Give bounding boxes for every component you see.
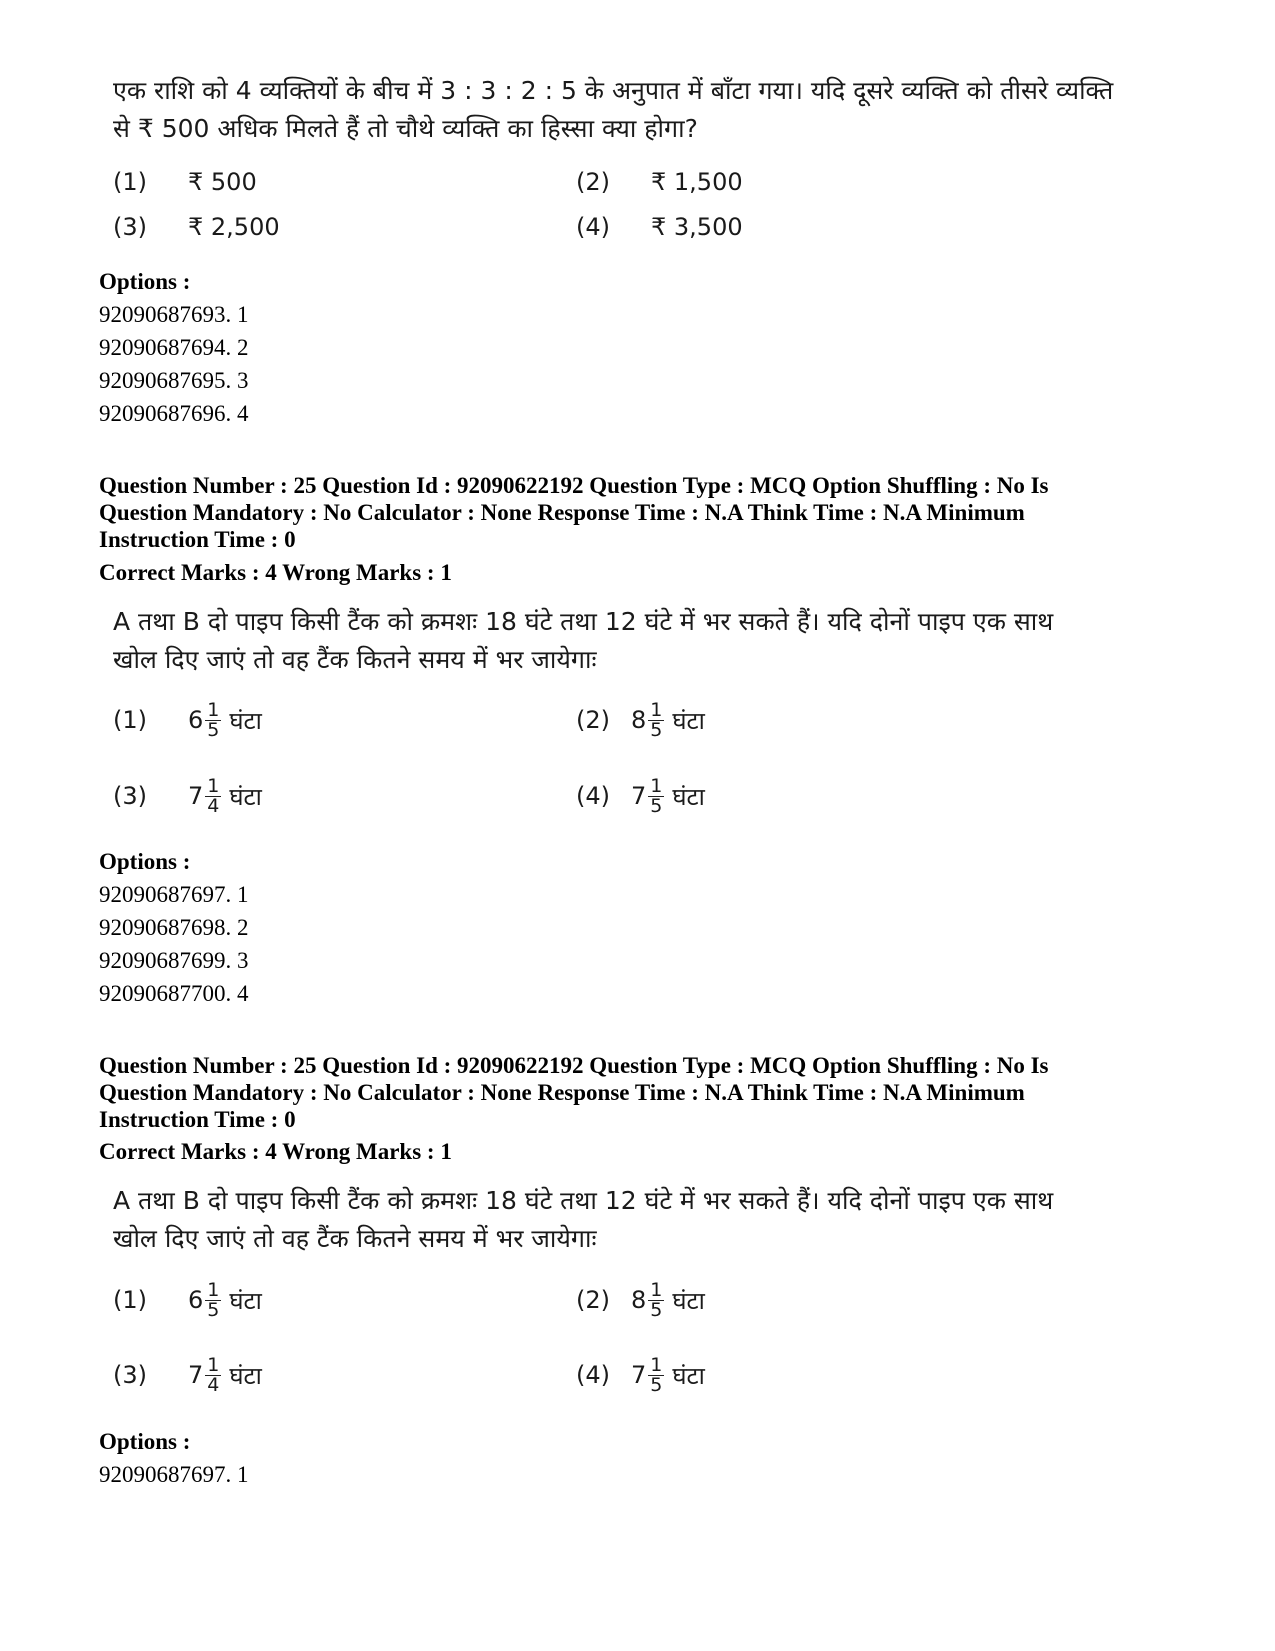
- fraction-whole: 8: [631, 706, 647, 734]
- option-value: [188, 774, 262, 817]
- fraction-whole: 8: [631, 1286, 647, 1314]
- option-item: [113, 197, 280, 257]
- question-options: [113, 1270, 1113, 1420]
- option-unit: घंटा: [229, 1361, 262, 1390]
- options-list: [99, 265, 499, 430]
- question-meta: [99, 472, 1179, 553]
- options-header: Options :: [99, 1429, 191, 1454]
- fraction-denominator: 5: [207, 718, 220, 741]
- option-number: (4): [576, 213, 610, 241]
- fraction-denominator: 4: [207, 1373, 220, 1396]
- question-meta-line: Question Number : 25 Question Id : 92090622192 Question Type : MCQ Option Shuffling : No Is: [99, 473, 1049, 498]
- fraction-numerator: 1: [650, 1353, 663, 1376]
- question-text-line: A तथा B दो पाइप किसी टैंक को क्रमशः 18 घंटे तथा 12 घंटे में भर सकते हैं। यदि दोनों पाइप एक साथ: [113, 1186, 1054, 1215]
- question-text-line: से ₹ 500 अधिक मिलते हैं तो चौथे व्यक्ति का हिस्सा क्या होगा?: [113, 114, 698, 143]
- option-value: ₹ 3,500: [651, 213, 743, 241]
- option-id: 92090687700. 4: [99, 981, 249, 1006]
- question-meta-line: Question Mandatory : No Calculator : None Response Time : N.A Think Time : N.A Minimum: [99, 1080, 1025, 1105]
- option-value: [188, 1278, 262, 1321]
- option-id: 92090687696. 4: [99, 401, 249, 426]
- fraction-numerator: 1: [207, 1353, 220, 1376]
- question-text-line: खोल दिए जाएं तो वह टैंक कितने समय में भर जायेगाः: [113, 1224, 597, 1253]
- question-text-line: एक राशि को 4 व्यक्तियों के बीच में 3 : 3 : 2 : 5 के अनुपात में बाँटा गया। यदि दूसरे व्यक्ति को तीसरे व्यक्ति: [113, 76, 1114, 105]
- fraction: [205, 1278, 221, 1321]
- option-value: ₹ 500: [188, 168, 257, 196]
- fraction-denominator: 5: [207, 1298, 220, 1321]
- question-meta: [99, 1052, 1179, 1133]
- fraction-denominator: 5: [650, 794, 663, 817]
- option-unit: घंटा: [672, 1286, 705, 1315]
- fraction-numerator: 1: [650, 774, 663, 797]
- option-unit: घंटा: [229, 706, 262, 735]
- fraction-numerator: 1: [207, 698, 220, 721]
- option-number: (3): [113, 782, 147, 810]
- option-item: [113, 690, 262, 750]
- question-options: [113, 152, 1113, 252]
- question-text-line: खोल दिए जाएं तो वह टैंक कितने समय में भर जायेगाः: [113, 645, 597, 674]
- option-item: [576, 766, 705, 826]
- fraction-whole: 6: [188, 706, 204, 734]
- question-text: [113, 1182, 1143, 1258]
- fraction-denominator: 4: [207, 794, 220, 817]
- fraction-whole: 7: [188, 782, 204, 810]
- option-item: [113, 766, 262, 826]
- question-text: [113, 603, 1143, 679]
- option-item: [576, 197, 743, 257]
- option-unit: घंटा: [229, 782, 262, 811]
- option-value: [631, 1278, 705, 1321]
- question-text: [113, 72, 1143, 148]
- option-item: [113, 1270, 262, 1330]
- option-id: 92090687694. 2: [99, 335, 249, 360]
- option-id: 92090687698. 2: [99, 915, 249, 940]
- fraction: [648, 774, 664, 817]
- option-item: [576, 690, 705, 750]
- option-value: [188, 698, 262, 741]
- question-options: [113, 690, 1113, 840]
- option-value: [631, 698, 705, 741]
- option-number: (2): [576, 168, 610, 196]
- option-unit: घंटा: [229, 1286, 262, 1315]
- option-value: [631, 1353, 705, 1396]
- option-value: [631, 774, 705, 817]
- fraction-denominator: 5: [650, 718, 663, 741]
- option-number: (1): [113, 168, 147, 196]
- options-list: [99, 845, 499, 1010]
- fraction-numerator: 1: [650, 1278, 663, 1301]
- question-meta-line: Instruction Time : 0: [99, 1107, 296, 1132]
- question-meta-line: Instruction Time : 0: [99, 527, 296, 552]
- option-id: 92090687695. 3: [99, 368, 249, 393]
- question-marks: Correct Marks : 4 Wrong Marks : 1: [99, 560, 452, 585]
- option-unit: घंटा: [672, 1361, 705, 1390]
- option-item: [113, 1345, 262, 1405]
- fraction: [205, 1353, 221, 1396]
- fraction: [205, 774, 221, 817]
- question-meta-line: Question Mandatory : No Calculator : None Response Time : N.A Think Time : N.A Minimum: [99, 500, 1025, 525]
- option-number: (1): [113, 1286, 147, 1314]
- option-number: (2): [576, 706, 610, 734]
- options-list: [99, 1425, 499, 1491]
- option-number: (4): [576, 782, 610, 810]
- question-meta-line: Question Number : 25 Question Id : 92090622192 Question Type : MCQ Option Shuffling : No Is: [99, 1053, 1049, 1078]
- option-id: 92090687697. 1: [99, 882, 249, 907]
- fraction-whole: 6: [188, 1286, 204, 1314]
- option-unit: घंटा: [672, 706, 705, 735]
- fraction: [205, 698, 221, 741]
- option-number: (3): [113, 213, 147, 241]
- option-number: (1): [113, 706, 147, 734]
- option-value: ₹ 1,500: [651, 168, 743, 196]
- fraction: [648, 1353, 664, 1396]
- option-number: (2): [576, 1286, 610, 1314]
- option-id: 92090687697. 1: [99, 1462, 249, 1487]
- fraction-numerator: 1: [650, 698, 663, 721]
- fraction-numerator: 1: [207, 774, 220, 797]
- options-header: Options :: [99, 269, 191, 294]
- question-text-line: A तथा B दो पाइप किसी टैंक को क्रमशः 18 घंटे तथा 12 घंटे में भर सकते हैं। यदि दोनों पाइप एक साथ: [113, 607, 1054, 636]
- fraction-denominator: 5: [650, 1373, 663, 1396]
- option-value: ₹ 2,500: [188, 213, 280, 241]
- fraction-whole: 7: [631, 1361, 647, 1389]
- option-unit: घंटा: [672, 782, 705, 811]
- option-number: (3): [113, 1361, 147, 1389]
- option-id: 92090687699. 3: [99, 948, 249, 973]
- fraction: [648, 698, 664, 741]
- fraction-whole: 7: [631, 782, 647, 810]
- option-id: 92090687693. 1: [99, 302, 249, 327]
- option-value: [188, 1353, 262, 1396]
- fraction-denominator: 5: [650, 1298, 663, 1321]
- option-number: (4): [576, 1361, 610, 1389]
- question-marks: Correct Marks : 4 Wrong Marks : 1: [99, 1139, 452, 1164]
- fraction: [648, 1278, 664, 1321]
- options-header: Options :: [99, 849, 191, 874]
- fraction-whole: 7: [188, 1361, 204, 1389]
- option-item: [576, 1345, 705, 1405]
- option-item: [576, 1270, 705, 1330]
- fraction-numerator: 1: [207, 1278, 220, 1301]
